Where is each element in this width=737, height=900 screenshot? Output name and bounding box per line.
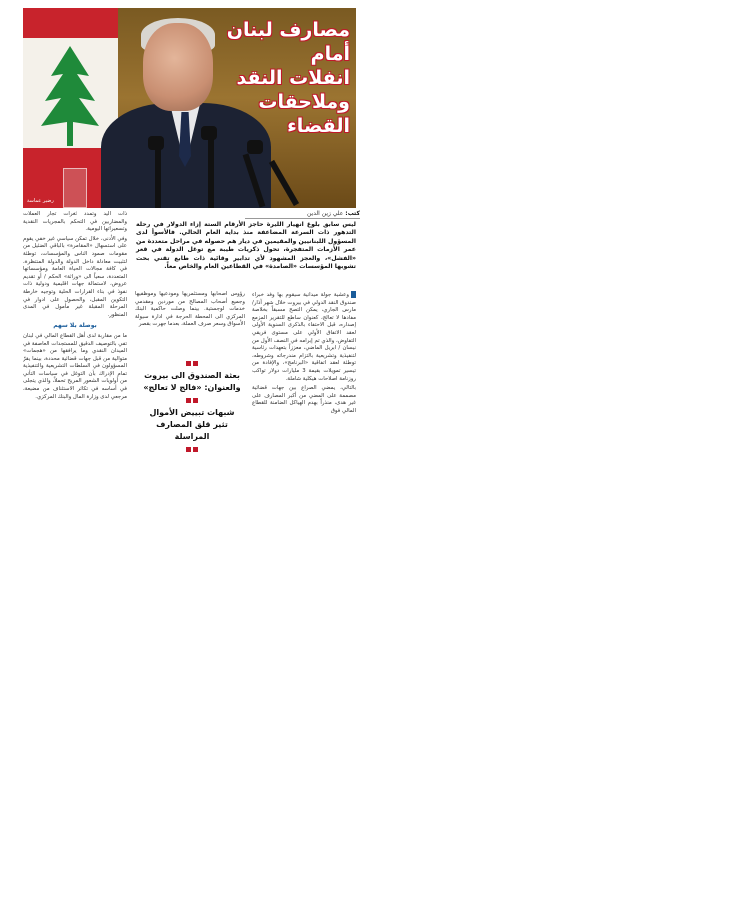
pull-quote-2: شبهات تبييض الأموال تثير قلق المصارف المراسلة	[149, 408, 235, 441]
column-left	[23, 211, 127, 451]
pull-quote-1: بعثة الصندوق الى بيروت والعنوان: «فالج لا تعالج»	[143, 371, 241, 392]
paragraph: رؤوس أصحابها ومستثمريها ومودعيها وموظفيها وجميع أصحاب المصالح من موردين ومقدمي خدمات لوجستية. بينما وصلت حاكمية البنك المركزي الى المحطة الحرجة في ادارة سيولة الأسواق وسعر صرف العملة، بعدما جهرت بقصر	[135, 291, 245, 328]
paragraph: وفي الأدنى، خلال تمكن سياسي غير خفي يقوم على استسهال «المقامرة» بالباقي الضئيل من مقومات صمود الناس والمؤسسات، توطئة لتثبيت معادلة داخل الدولة والدولة المنتظرة، في كافة مجالات الحياة العامة ومؤسساتها المتعددة، سعياً الى «وراثة» الحكم / أو تقديم عروض، لاستمالة جهات اقليمية ودولية ذات نفوذ في بناء القرارات الحلية وتوجيه خارطة التكوين المقبل، والحصول على ادوار في المرحلة المقبلة غير مأمول في المدى المنظور.	[23, 235, 127, 318]
headline-line-3: وملاحقات القضاء	[258, 91, 350, 137]
byline-prefix: كتب:	[345, 210, 360, 217]
separator-marks	[138, 361, 246, 366]
lead-paragraph: ليس سابق بلوغ انهيار الليرة حاجز الأرقام الستة إزاء الدولار في رحلة التدهور ذات السرعة المضاعفة منذ بداية العام الحالي. فالأسوأ لدى المسؤول اللبنانيين والمقيمين في ديار هم حصوله في مراحل متعددة من عمر الأزمات المتفجرة، تحول ذكريات طيبة مع توغل الدولة في قعر «الفشل»، والعجز المشهود لأي تدابير وقائية ذات طابع تقني بحت تشوبها المؤسسات «الصامدة» في القطاعين العام والخاص معاً.	[136, 221, 356, 271]
article-photo	[23, 8, 356, 208]
headline-line-1: مصارف لبنان أمام	[226, 19, 350, 65]
column-right	[252, 291, 356, 446]
byline	[245, 210, 360, 219]
pull-quotes	[138, 357, 246, 456]
water-glass	[63, 168, 87, 208]
separator-marks	[138, 447, 246, 452]
cedar-icon	[41, 46, 99, 146]
byline-author: علي زين الدين	[306, 210, 344, 217]
paragraph: وعشية جولة ميدانية سيقوم بها وفد خبراء صندوق النقد الدولي في بيروت خلال شهر آذار/ مارس الجاري، يمكن التصح مسبقاً بخلاصة مفادها لا تعالج، كعنوان ساطع للتقرير المزمع إصداره، قبل الاحتفاء بالذكرى السنوية الأولى لعقد الاتفاق الأولي على مستوى فريقي التفاوض، والذي تم إبرامه في النصف الأول من نيسان / ابريل الماضي، معززاً بتعهدات رئاسية لتنفيذية وتشريعية بالتزام مندرجاته وشروطه، توطئة لعقد اتفاقية «البرنامج»، والإفادة من تيسير تمويلات بقيمة 3 مليارات دولار تواكب روزنامة اصلاحات هيكلية شاملة.	[252, 292, 356, 382]
separator-marks	[138, 398, 246, 403]
paragraph: ما من مقاربة لدى أهل القطاع المالي في لبنان تفي بالتوصيف الدقيق للمستجدات العاصفة في الميدان النقدي وما يرافقها من «هجمات» متوالية من قبل جهات قضائية محددة، بينما يقرّ المسؤولون في السلطات التشريعية والتنفيذية تمام الإدراك بأن التوغل في سياسات التأني من أولويات الشعور المريح تحملاً، والذي يتجلى في أساسه في تكاثر الاستئناف من مضيعة، مرجعي لدى وزارة المال والبنك المركزي.	[23, 332, 127, 400]
headline-line-2: انفلات النقد	[236, 67, 350, 89]
headline	[200, 18, 350, 138]
paragraph-marker	[351, 291, 356, 298]
photo-credit: رضير عماسة	[27, 198, 54, 204]
paragraph: بالتالي، يمضي الصراع بين جهات قضائية مصممة على المضي من أكبر المصارف على غير هدى، منذراً بهدم الهياكل الضامنة للقطاع المالي فوق	[252, 385, 356, 414]
column-middle	[135, 291, 245, 351]
newspaper-article	[20, 5, 360, 450]
paragraph: ذات اليد وتمدد ثغرات تجار العملات والمضاربين في التحكم بالمجريات النقدية وتسعيراتها اليومية.	[23, 211, 127, 233]
section-subhead: بوصلة بلا سهم	[53, 322, 97, 330]
